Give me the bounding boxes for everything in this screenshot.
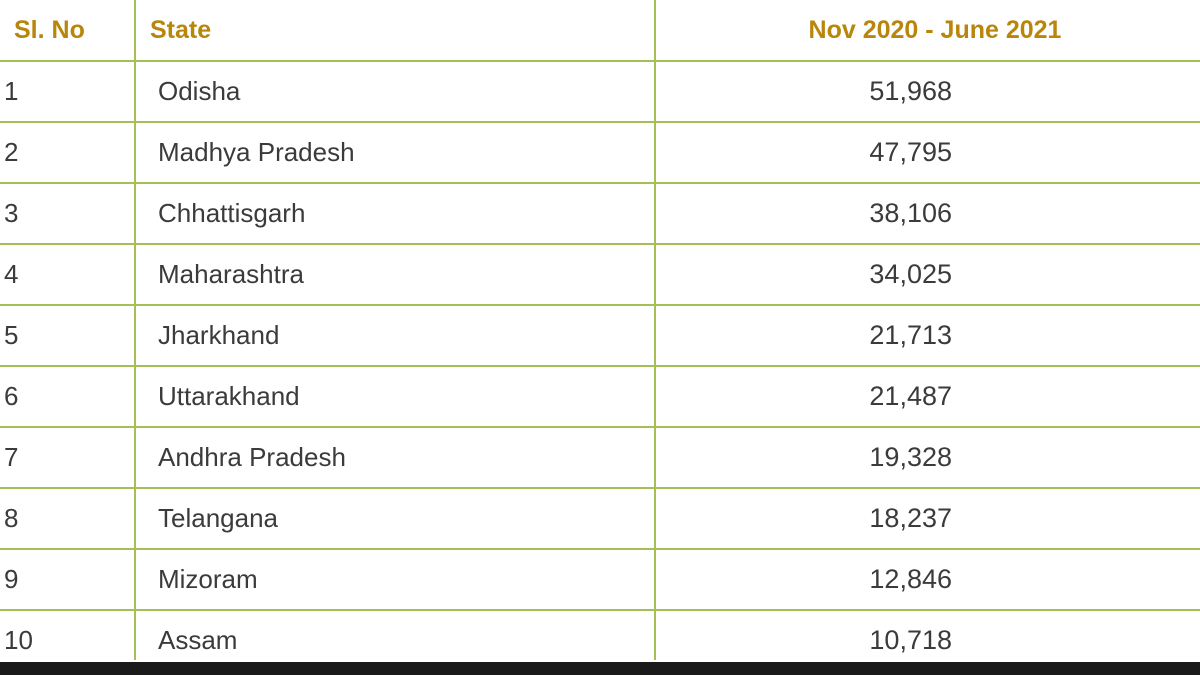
- cell-value: [655, 183, 1200, 244]
- cell-sl-no: [0, 610, 135, 660]
- cell-value-text: 51,968: [869, 76, 952, 106]
- cell-sl-no: [0, 183, 135, 244]
- cell-value: [655, 122, 1200, 183]
- cell-state-text: Odisha: [158, 76, 241, 106]
- table-body: [0, 61, 1200, 660]
- cell-value: [655, 305, 1200, 366]
- cell-value: [655, 61, 1200, 122]
- cell-state-text: Madhya Pradesh: [158, 137, 355, 167]
- column-header-period: [655, 0, 1200, 61]
- table-row: [0, 244, 1200, 305]
- column-header-state: [135, 0, 655, 61]
- table-header-row: [0, 0, 1200, 61]
- column-header-sl-no-label: Sl. No: [14, 15, 85, 44]
- cell-sl-no-text: 2: [4, 137, 19, 167]
- column-header-sl-no: [0, 0, 135, 61]
- cell-sl-no: [0, 366, 135, 427]
- table-row: [0, 61, 1200, 122]
- cell-state: [135, 305, 655, 366]
- cell-sl-no-text: 8: [4, 503, 19, 533]
- cell-state-text: Telangana: [158, 503, 278, 533]
- table-row: [0, 549, 1200, 610]
- table-row: [0, 305, 1200, 366]
- cell-value-text: 34,025: [869, 259, 952, 289]
- cell-sl-no-text: 10: [4, 625, 33, 655]
- cell-state-text: Assam: [158, 625, 238, 655]
- cell-sl-no: [0, 488, 135, 549]
- table-row: [0, 183, 1200, 244]
- cell-state-text: Mizoram: [158, 564, 258, 594]
- cell-state: [135, 549, 655, 610]
- cell-value-text: 19,328: [869, 442, 952, 472]
- column-header-period-label: Nov 2020 - June 2021: [808, 15, 1062, 44]
- cell-sl-no: [0, 61, 135, 122]
- table-row: [0, 366, 1200, 427]
- table-row: [0, 427, 1200, 488]
- cell-state: [135, 61, 655, 122]
- table-row: [0, 122, 1200, 183]
- cell-state: [135, 122, 655, 183]
- cell-value: [655, 549, 1200, 610]
- cell-value: [655, 244, 1200, 305]
- cell-state-text: Andhra Pradesh: [158, 442, 346, 472]
- cell-state: [135, 610, 655, 660]
- cell-value: [655, 366, 1200, 427]
- cell-value-text: 21,713: [869, 320, 952, 350]
- bottom-letterbox-bar: [0, 662, 1200, 675]
- cell-state: [135, 488, 655, 549]
- cell-state: [135, 427, 655, 488]
- cell-sl-no-text: 9: [4, 564, 19, 594]
- cell-state-text: Uttarakhand: [158, 381, 300, 411]
- cell-state-text: Chhattisgarh: [158, 198, 306, 228]
- table-header: [0, 0, 1200, 61]
- cell-sl-no-text: 3: [4, 198, 19, 228]
- cell-state: [135, 366, 655, 427]
- column-header-state-label: State: [150, 15, 212, 44]
- cell-state: [135, 183, 655, 244]
- cell-value-text: 12,846: [869, 564, 952, 594]
- cell-value-text: 10,718: [869, 625, 952, 655]
- cell-sl-no: [0, 305, 135, 366]
- cell-value-text: 47,795: [869, 137, 952, 167]
- cell-sl-no-text: 5: [4, 320, 19, 350]
- table-row: [0, 610, 1200, 660]
- cell-sl-no-text: 7: [4, 442, 19, 472]
- cell-value-text: 21,487: [869, 381, 952, 411]
- cell-sl-no-text: 1: [4, 76, 19, 106]
- cell-state-text: Jharkhand: [158, 320, 280, 350]
- cell-value: [655, 427, 1200, 488]
- cell-sl-no-text: 6: [4, 381, 19, 411]
- cell-value-text: 18,237: [869, 503, 952, 533]
- cell-sl-no: [0, 244, 135, 305]
- cell-state-text: Maharashtra: [158, 259, 304, 289]
- table-row: [0, 488, 1200, 549]
- cell-value: [655, 610, 1200, 660]
- cell-value: [655, 488, 1200, 549]
- cell-sl-no: [0, 549, 135, 610]
- cell-state: [135, 244, 655, 305]
- cell-sl-no: [0, 122, 135, 183]
- cell-sl-no: [0, 427, 135, 488]
- cell-value-text: 38,106: [869, 198, 952, 228]
- cell-sl-no-text: 4: [4, 259, 19, 289]
